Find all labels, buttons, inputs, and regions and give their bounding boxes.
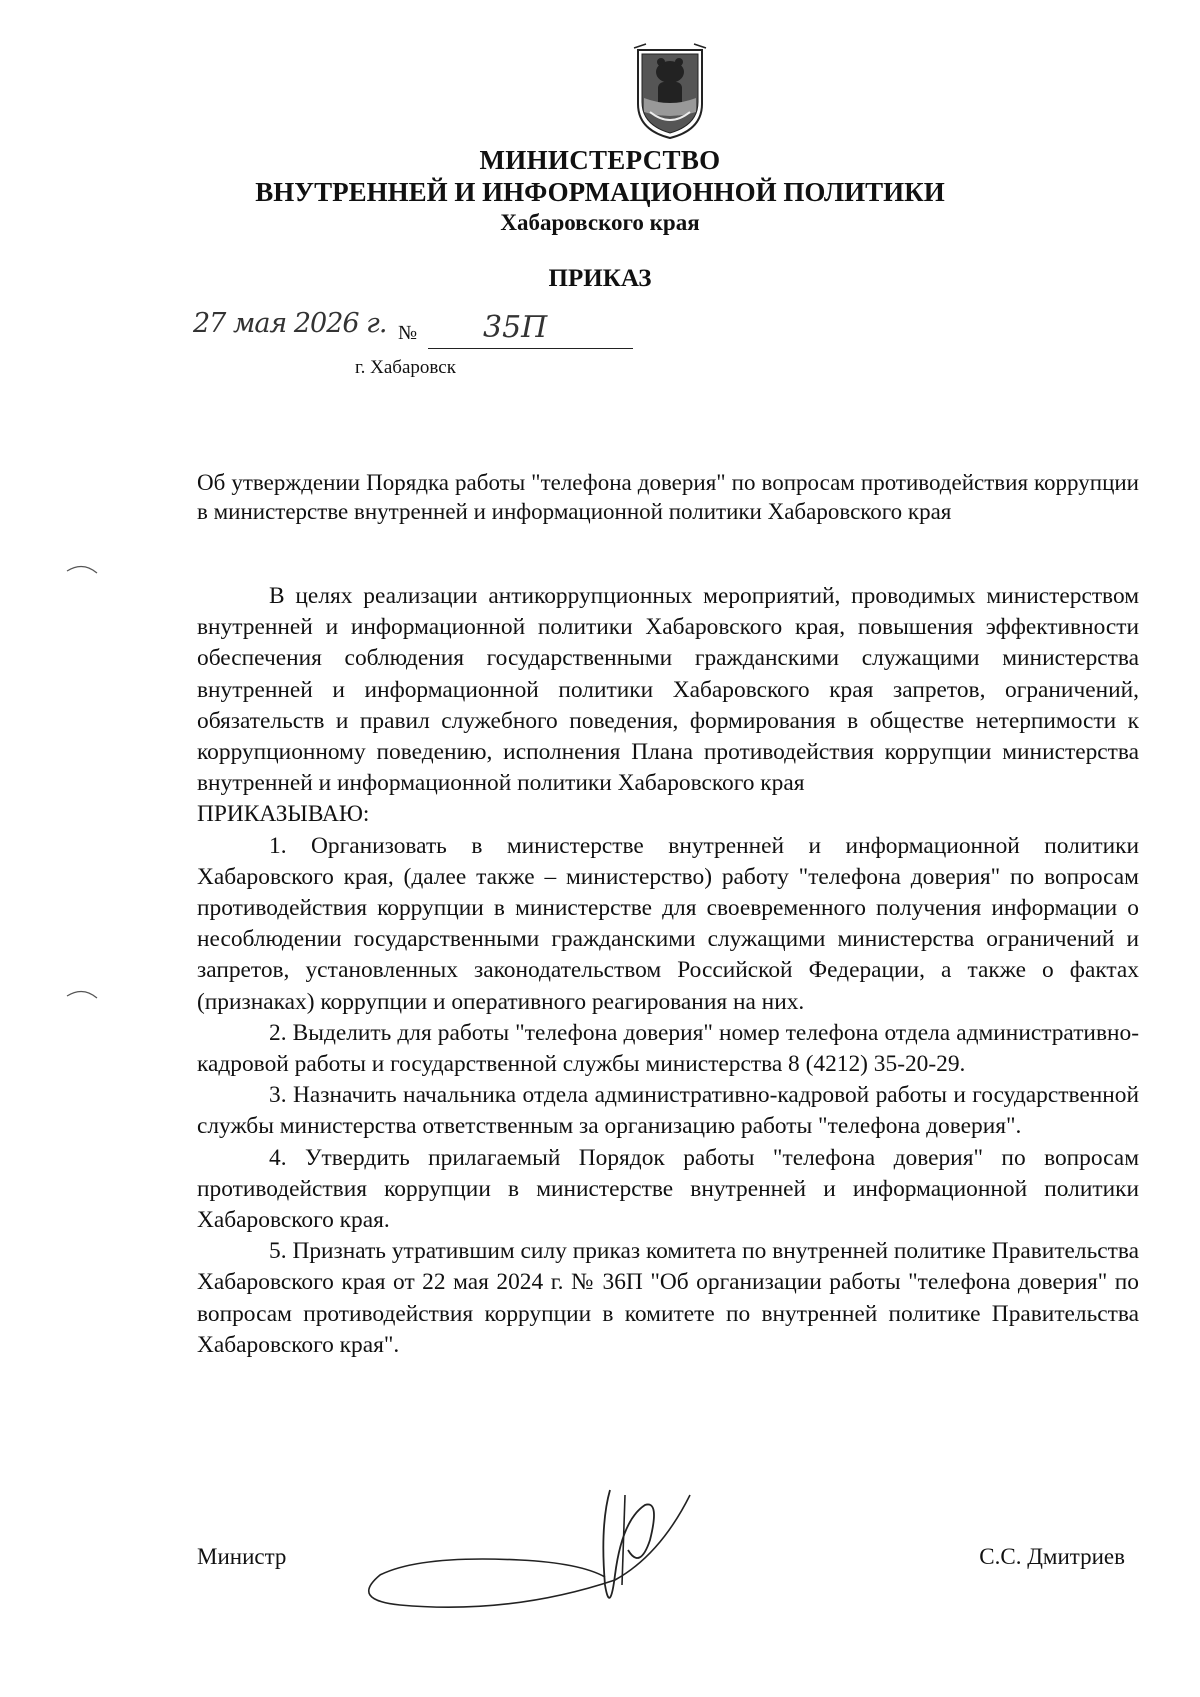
order-word: ПРИКАЗЫВАЮ: (197, 801, 370, 828)
city: г. Хабаровск (355, 357, 456, 378)
scan-margin-mark (65, 988, 101, 1000)
coat-of-arms-icon (630, 42, 710, 142)
order-item-3: 3. Назначить начальника отдела административно-кадровой работы и государственной службы министерства ответственным за организацию работы "телефона доверия". (197, 1082, 1139, 1140)
preamble-paragraph: В целях реализации антикоррупционных мероприятий, проводимых министерством внутренней и информационной политики Хабаровского края, повышения эффективности обеспечения соблюдения государственными гражданскими служащими министерства внутренней и информационной политики Хабаровского края запретов, ограничений, обязательств и правил служебного поведения, формирования в обществе нетерпимости к коррупционному поведению, исполнения Плана противодействия коррупции министерства внутренней и информационной политики Хабаровского края (197, 583, 1139, 797)
order-item-5: 5. Признать утратившим силу приказ комитета по внутренней политике Правительства Хабаровского края от 22 мая 2024 г. № 36П "Об организации работы "телефона доверия" по вопросам противодействия коррупции в комитете по внутренней политике Правительства Хабаровского края". (197, 1238, 1139, 1358)
date-number-line (193, 308, 653, 348)
scan-margin-mark (65, 563, 101, 575)
order-item-4: 4. Утвердить прилагаемый Порядок работы "телефона доверия" по вопросам противодействия коррупции в министерстве внутренней и информационной политики Хабаровского края. (197, 1144, 1139, 1234)
number-sign: № (398, 322, 418, 344)
order-subject: Об утверждении Порядка работы "телефона доверия" по вопросам противодействия коррупции в министерстве внутренней и информационной политики Хабаровского края (197, 470, 1139, 524)
ministry-region: Хабаровского края (500, 210, 700, 235)
handwritten-date: 27 мая 2026 г. (193, 308, 387, 339)
ministry-name-line1: МИНИСТЕРСТВО (479, 145, 721, 175)
document-type-title: ПРИКАЗ (548, 265, 652, 292)
order-item-1: 1. Организовать в министерстве внутренней и информационной политики Хабаровского края, (далее также – министерство) работу "телефона доверия" по вопросам противодействия коррупции в министерстве для своевременного получения информации о несоблюдении государственными гражданскими служащими министерства ограничений и запретов, установленных законодательством Российской Федерации, а также о фактах (признаках) коррупции и оперативного реагирования на них. (197, 832, 1139, 1015)
ministry-name-line2: ВНУТРЕННЕЙ И ИНФОРМАЦИОННОЙ ПОЛИТИКИ (255, 177, 945, 207)
signatory-position: Министр (197, 1544, 287, 1569)
order-body (197, 581, 1139, 1361)
handwritten-number: 35П (483, 310, 548, 345)
number-underline (428, 348, 633, 349)
signatory-name: С.С. Дмитриев (979, 1544, 1125, 1569)
signature-icon (360, 1465, 800, 1635)
order-item-2: 2. Выделить для работы "телефона доверия" номер телефона отдела административно-кадровой работы и государственной службы министерства 8 (4212) 35-20-29. (197, 1019, 1139, 1078)
